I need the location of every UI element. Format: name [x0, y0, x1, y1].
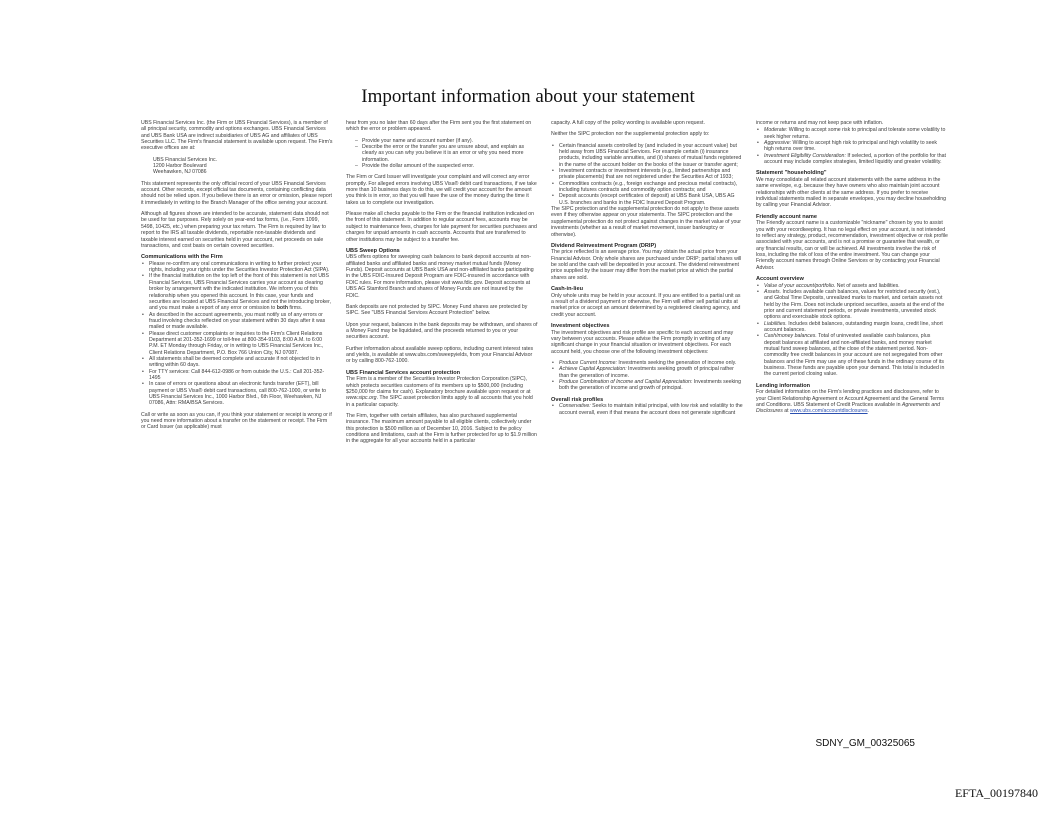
section-heading-account-overview: Account overview [756, 276, 804, 283]
item-text: Willing to accept high risk to principal and high volatility to seek high returns over time. [764, 140, 938, 153]
cash-in-lieu-paragraph: Only whole units may be held in your account. If you are entitled to a partial unit as a result of a dividend payment or otherwise, the Firm will either sell partial units at market price or accept an amount determined by a registered clearing agency, and credit your account. [551, 292, 741, 318]
item-label: Moderate: [764, 127, 788, 134]
emphasis-text: both [276, 305, 288, 312]
lending-paragraph [756, 389, 948, 414]
list-item [764, 289, 948, 321]
sipc-text-tail: . The SIPC asset protection limits apply to all accounts that you hold in a particular capacity. [346, 395, 533, 408]
emphasis-text: Agreements and Disclosures [756, 402, 940, 415]
list-item: • Certain financial assets controlled by (and included in your account value) but held away from UBS Financial Services. For example certain (i) insurance products, including variable annuities, and (ii) shares of mutual funds registered in the name of the account holder on the books of the issuer or transfer agent; [559, 143, 743, 168]
sipc-text: The Firm is a member of the Securities Investor Protection Corporation (SIPC), which protects securities customers of its members up to $500,000 (including $250,000 for claims for cash). Explanatory brochure available upon request or at [346, 376, 531, 395]
continued-paragraph: capacity. A full copy of the policy wording is available upon request. [551, 120, 705, 126]
item-label: Produce Current Income: [559, 360, 617, 367]
column-1 [141, 120, 333, 700]
page-title: Important information about your statement [361, 86, 695, 107]
objectives-list [551, 360, 743, 392]
error-report-list [346, 138, 538, 170]
call-or-write-paragraph: Call or write as soon as you can, if you think your statement or receipt is wrong or if you need more information about a transfer on the statement or receipt. The Firm or Card Issuer (as applicable) must [141, 411, 332, 431]
column-3 [551, 120, 743, 700]
section-heading-lending: Lending information [756, 382, 811, 389]
column-4 [756, 120, 948, 700]
sipc-note-paragraph: Bank deposits are not protected by SIPC. Money Fund shares are protected by SIPC. See "UBS Financial Services Account Protection" below. [346, 303, 528, 317]
official-record-paragraph: This statement represents the only official record of your UBS Financial Services account. Other records, except official tax documents, containing conflicting data should not be relied upon. If you believe there is an error or omission, please report it immediately in writing to the Branch Manager of the office serving your account. [141, 180, 332, 206]
item-label: Liabilities. [764, 320, 787, 327]
sipc-link[interactable]: www.sipc.org [346, 395, 377, 402]
continued-paragraph: hear from you no later than 60 days after the Firm sent you the first statement on which the error or problem appeared. [346, 120, 532, 133]
list-item [764, 153, 948, 166]
efta-number: EFTA_00197840 [954, 786, 1038, 800]
list-item [764, 333, 948, 377]
list-item: • Please direct customer complaints or inquiries to the Firm's Client Relations Department at 201-352-1699 or toll-free at 800-354-9103, 8:00 A.M. to 6:00 P.M. ET Monday through Friday, or in writing to UBS Financial Services Inc., Client Relations Department, P.O. Box 766 Union City, NJ 07087. [149, 331, 333, 356]
section-heading-risk-profiles: Overall risk profiles [551, 396, 604, 403]
list-item: • Deposit accounts (except certificates of deposit) at UBS Bank USA, UBS AG U.S. branches and banks in the FDIC Insured Deposit Program. [559, 193, 743, 206]
item-text: Total of uninvested available cash balances, plus deposit balances at affiliated and non-affiliated banks, and money market mutual fund sweep balances, at the close of the statement period. Non-commodity free credit balances in your account are not segregated from other balances and the Firm may use any of these funds in the ordinary course of its business. These funds are payable upon your demand. This total is included in the current period closing value. [764, 333, 945, 378]
disclosures-link[interactable]: www.ubs.com/accountdisclosures [790, 408, 868, 415]
intro-paragraph: UBS Financial Services Inc. (the Firm or UBS Financial Services), is a member of all principal security, commodity and options exchanges. UBS Financial Services and UBS Bank USA are indirect subsidiaries of UBS AG and affiliates of UBS Securities LLC. The Firm's financial statement is available upon request. The Firm's executive offices are at: [141, 120, 333, 152]
protection-scope-paragraph: Neither the SIPC protection nor the supplemental protection apply to: [551, 131, 710, 138]
section-heading-communications: Communications with the Firm [141, 254, 223, 261]
item-text: Investments seeking the generation of income only. [616, 360, 737, 367]
communications-list [141, 261, 333, 407]
withdrawal-paragraph: Upon your request, balances in the bank deposits may be withdrawn, and shares of a Money Fund may be liquidated, and the proceeds returned to you or your securities account. [346, 321, 538, 341]
list-item [764, 321, 948, 334]
section-heading-account-protection: UBS Financial Services account protection [346, 369, 461, 376]
list-item-text: If the financial institution on the top left of the front of this statement is not UBS Financial Services, UBS Financial Services carries your account as clearing broker by arrangement with the indicated institution. We inform you of this relationship when you opened this account. In this case, your funds and securities are located at UBS Financial Services and not the introducing broker, and you must make a report of any error or omission to [149, 273, 331, 312]
list-item: • In case of errors or questions about an electronic funds transfer (EFT), bill payment or UBS Visa® debit card transactions, call 800-762-1000, or write to UBS Financial Services Inc., 1000 Harbor Blvd., 6th Floor, Weehawken, NJ 07086, Attn: RMA/BSA Services. [149, 381, 333, 406]
item-text: Includes available cash balances, values for restricted security (est.), and Global Time Deposits, unrealized marks to market, and certain assets not held by the Firm. Does not include unpriced securities, assets at the end of the prior and current statement periods, or private investments, unvested stock options and exercisable stock options. [764, 289, 945, 321]
item-text: Net of assets and liabilities. [835, 282, 900, 289]
list-item: • As described in the account agreements, you must notify us of any errors or fraud involving checks reflected on your statement within 30 days after it was mailed or made available. [149, 312, 333, 331]
list-item [559, 403, 743, 416]
item-label: Cash/money balances. [764, 333, 817, 340]
item-label: Produce Combination of Income and Capital Appreciation: [559, 379, 693, 386]
section-heading-investment-objectives: Investment objectives [551, 323, 610, 330]
list-item: • Investment contracts or investment interests (e.g., limited partnerships and private placements) that are not registered under the Securities Act of 1933; [559, 168, 743, 181]
item-text: If selected, a portion of the portfolio for that account may include complex strategies, limited liquidity and greater volatility. [764, 152, 946, 166]
list-item: • Commodities contracts (e.g., foreign exchange and precious metal contracts), including futures contracts and commodity option contracts; and [559, 181, 743, 194]
item-label: Value of your account/portfolio. [764, 282, 836, 289]
section-heading-householding: Statement "householding" [756, 170, 827, 177]
exclusions-list [551, 143, 743, 206]
supplemental-paragraph: The Firm, together with certain affiliates, has also purchased supplemental insurance. The maximum amount payable to all eligible clients, collectively under this protection is $500 million as of December 10, 2016. Subject to the policy conditions and limitations, cash at the Firm is further protected for up to $1.9 million in the aggregate for all your accounts held in a particular [346, 412, 537, 445]
protection-note-paragraph: The SIPC protection and the supplemental protection do not apply to these assets even if they otherwise appear on your statements. The SIPC protection and the supplemental protection do not protect against changes in the market value of your investments (whether as a result of market movement, issuer bankruptcy or otherwise). [551, 206, 742, 238]
item-label: Conservative: [559, 403, 591, 410]
list-item [764, 127, 948, 140]
address-line: Weehawken, NJ 07086 [153, 169, 207, 176]
item-label: Assets. [764, 289, 782, 295]
list-item: – Provide your name and account number (if any). [362, 138, 538, 144]
continued-paragraph: income or returns and may not keep pace with inflation. [756, 120, 884, 126]
sweep-info-paragraph: Further information about available sweep options, including current interest rates and yields, is available at www.ubs.com/sweepyields, from your Financial Advisor or by calling 800-762-1000. [346, 345, 534, 365]
lending-text-end: . [867, 408, 870, 415]
list-item [559, 379, 743, 392]
sipc-paragraph [346, 376, 538, 408]
firm-address [141, 157, 333, 176]
risk-list [551, 403, 743, 416]
overview-list [756, 283, 948, 378]
section-heading-friendly-name: Friendly account name [756, 213, 817, 220]
checks-paragraph: Please make all checks payable to the Firm or the financial institution indicated on the front of this statement. In addition to regular account fees, accounts may be subject to maintenance fees, charges for late payment for securities purchases and charges for unpaid amounts in cash accounts. Accounts that are transferred to other institutions may be subject to a transfer fee. [346, 211, 537, 243]
item-text: Includes debit balances, outstanding margin loans, credit line, short account balances. [764, 320, 943, 334]
list-item [149, 273, 333, 311]
friendly-name-paragraph: The Friendly account name is a customizable "nickname" chosen by you to assist you with your recordkeeping. It has no legal effect on your account, is not intended to reflect any strategy, product, recommendation, investment objective or risk profile associated with your accounts, and is not a promise or guarantee that wealth, or any financial results, can or will be achieved. All investments involve the risk of loss, including the risk of loss of the entire investment. You can change your Friendly account names through Online Services or by contacting your Financial Advisor. [756, 220, 948, 271]
item-text: Investments seeking both the generation of income and growth of principal. [559, 379, 742, 392]
list-item: – Describe the error or the transfer you are unsure about, and explain as clearly as you can why you believe it is an error or why you need more information. [362, 144, 538, 163]
investment-objectives-paragraph: The investment objectives and risk profile are specific to each account and may vary between your accounts. Please advise the Firm promptly in writing of any significant change in your financial situation or investment objectives. For each account held, you choose one of the following investment objectives: [551, 329, 734, 355]
item-text: Investments seeking growth of principal rather than the generation of income. [559, 366, 734, 379]
address-line: 1200 Harbor Boulevard [153, 163, 207, 170]
list-item: • All statements shall be deemed complete and accurate if not objected to in writing within 60 days. [149, 356, 333, 369]
item-label: Investment Eligibility Consideration: [764, 152, 846, 159]
list-item [559, 366, 743, 379]
bates-number: SDNY_GM_00325065 [815, 738, 915, 749]
list-item [764, 140, 948, 153]
sweep-paragraph: UBS offers options for sweeping cash balances to bank deposit accounts at non-affiliated banks and affiliated banks and money market mutual funds (Money Funds). Deposit accounts at UBS Bank USA and non-affiliated banks participating in the UBS FDIC-Insured Deposit Program are FDIC-insured in accordance with FDIC rules. For more information, please visit www.fdic.gov. Deposit accounts at UBS AG Stamford Branch and shares of Money Funds are not insured by the FDIC. [346, 254, 534, 299]
item-label: Aggressive: [764, 140, 792, 147]
lending-text-at: at [782, 408, 791, 415]
lending-text: For detailed information on the Firm's lending practices and disclosures, refer to your Client Relationship Agreement or Account Agreement and the General Terms and Conditions. UBS Statement of Credit Practices available in [756, 389, 944, 409]
drip-paragraph: The price reflected is an average price. You may obtain the actual price from your Financial Advisor. Only whole shares are purchased under DRIP; partial shares will be sold and the cash will be deposited in your account. The dividend reinvestment price supplied by the issuer may differ from the market price at which the partial shares are sold. [551, 249, 742, 281]
item-label: Achieve Capital Appreciation: [559, 366, 627, 373]
section-heading-drip: Dividend Reinvestment Program (DRIP) [551, 242, 657, 249]
tax-paragraph: Although all figures shown are intended to be accurate, statement data should not be used for tax purposes. Rely solely on year-end tax forms, (i.e., Form 1099, 5498, 10425, etc.) when preparing your tax return. The Firm is required by law to report to the IRS all taxable dividends, reportable non-taxable dividends and taxable interest earned on securities held in your account, net proceeds on sale transactions, and cost basis on certain covered securities. [141, 211, 329, 249]
list-item: – Provide the dollar amount of the suspected error. [362, 163, 538, 169]
item-text: Willing to accept some risk to principal and tolerate some volatility to seek higher returns. [764, 127, 946, 140]
section-heading-sweep: UBS Sweep Options [346, 247, 400, 254]
list-item: • Please re-confirm any oral communications in writing to further protect your rights, including your rights under the Securities Investor Protection Act (SIPA). [149, 261, 333, 274]
householding-paragraph: We may consolidate all related account statements with the same address in the same envelope, e.g. because they have owners who also maintain joint account relationships with other clients at the same address. If you prefer to receive individual statements mailed in separate envelopes, you may decline householding by calling your Financial Advisor. [756, 177, 947, 209]
column-2 [346, 120, 538, 700]
risk-list-continued [756, 127, 948, 165]
item-text: Seeks to maintain initial principal, with low risk and volatility to the account overall, even if that means the account does not generate significant [559, 403, 743, 416]
list-item-tail: firms. [287, 305, 303, 312]
address-line: UBS Financial Services Inc. [153, 156, 218, 163]
section-heading-cash-in-lieu: Cash-in-lieu [551, 286, 584, 293]
list-item: • For TTY services: Call 844-612-0986 or from outside the U.S.: Call 201-352-1495 [149, 369, 333, 382]
investigation-paragraph: The Firm or Card Issuer will investigate your complaint and will correct any error promptly. For alleged errors involving UBS Visa® debit card transactions, if we take more than 10 business days to do this, we will credit your account for the amount you think is in error, so that you will have the use of the money during the time it takes us to complete our investigation. [346, 174, 537, 206]
